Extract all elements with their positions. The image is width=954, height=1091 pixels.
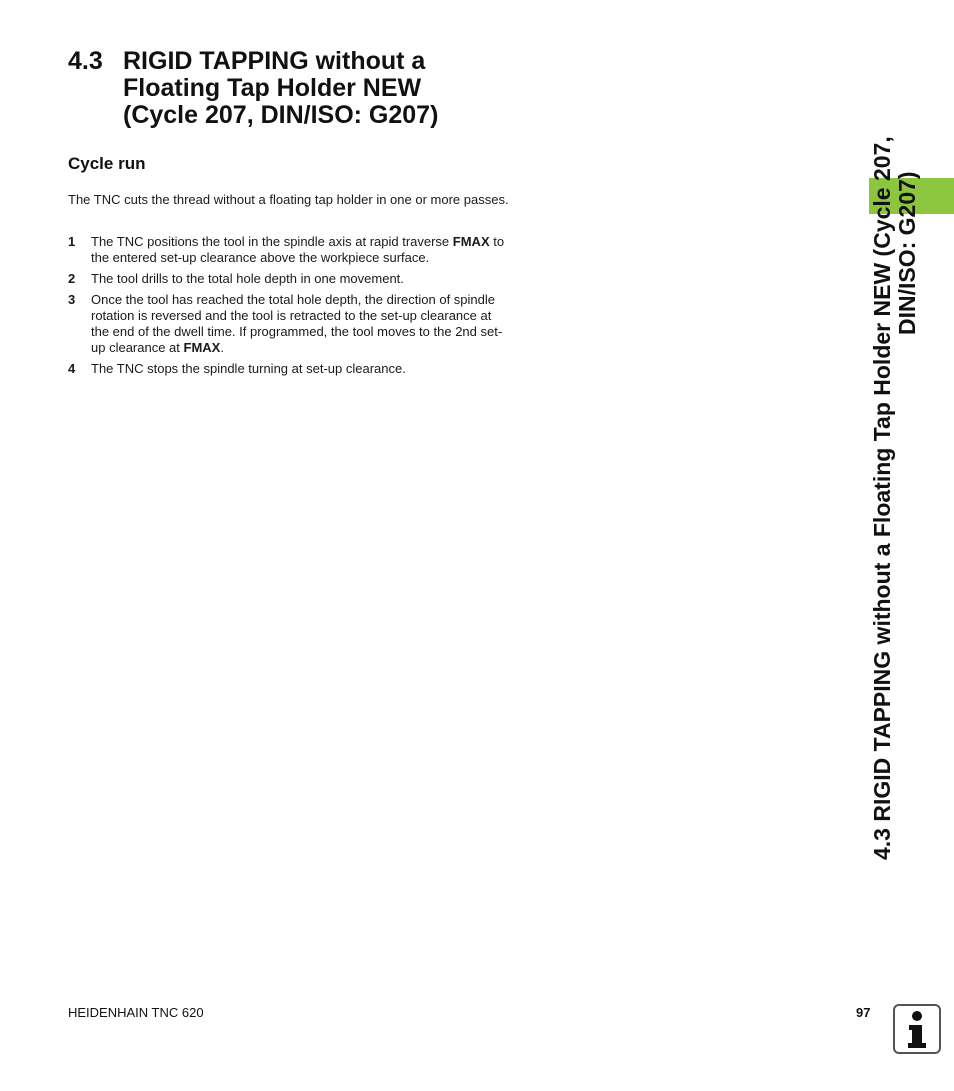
step-text: Once the tool has reached the total hole depth, the direction of spindle rotation is reversed and the tool is retracted to the set-up clearance at the end of the dwell time. If programmed, the tool moves to the 2nd set-up clearance at [91, 292, 503, 355]
section-title-line: (Cycle 207, DIN/ISO: G207) [123, 101, 439, 129]
step-text: The TNC stops the spindle turning at set-up clearance. [91, 361, 406, 376]
step-item [68, 234, 513, 266]
section-title-line: Floating Tap Holder NEW [123, 74, 422, 102]
step-keyword: FMAX [183, 340, 221, 355]
section-number: 4.3 [68, 47, 103, 75]
side-running-title [870, 50, 920, 860]
footer-manual-name: HEIDENHAIN TNC 620 [68, 1005, 204, 1020]
step-text-after: . [220, 340, 224, 355]
side-title-line-2: DIN/ISO: G207) [894, 171, 920, 335]
step-text: The tool drills to the total hole depth in one movement. [91, 271, 404, 286]
page-number: 97 [856, 1005, 871, 1020]
section-title [123, 48, 543, 129]
info-icon [893, 1004, 941, 1054]
side-title-line-1: 4.3 RIGID TAPPING without a Floating Tap Holder NEW (Cycle 207, [869, 136, 895, 860]
step-item [68, 292, 513, 356]
step-number: 3 [68, 292, 76, 307]
intro-paragraph: The TNC cuts the thread without a floating tap holder in one or more passes. [68, 192, 509, 207]
step-text-after: to the entered set-up clearance above the workpiece surface. [91, 234, 505, 265]
step-number: 4 [68, 361, 76, 376]
step-item [68, 271, 513, 287]
step-number: 2 [68, 271, 76, 286]
step-keyword: FMAX [452, 234, 490, 249]
step-number: 1 [68, 234, 76, 249]
section-title-line: RIGID TAPPING without a [123, 47, 426, 75]
step-item [68, 361, 513, 377]
subheading-cycle-run: Cycle run [68, 154, 146, 173]
steps-list [68, 234, 513, 382]
step-text: The TNC positions the tool in the spindle axis at rapid traverse [91, 234, 453, 249]
